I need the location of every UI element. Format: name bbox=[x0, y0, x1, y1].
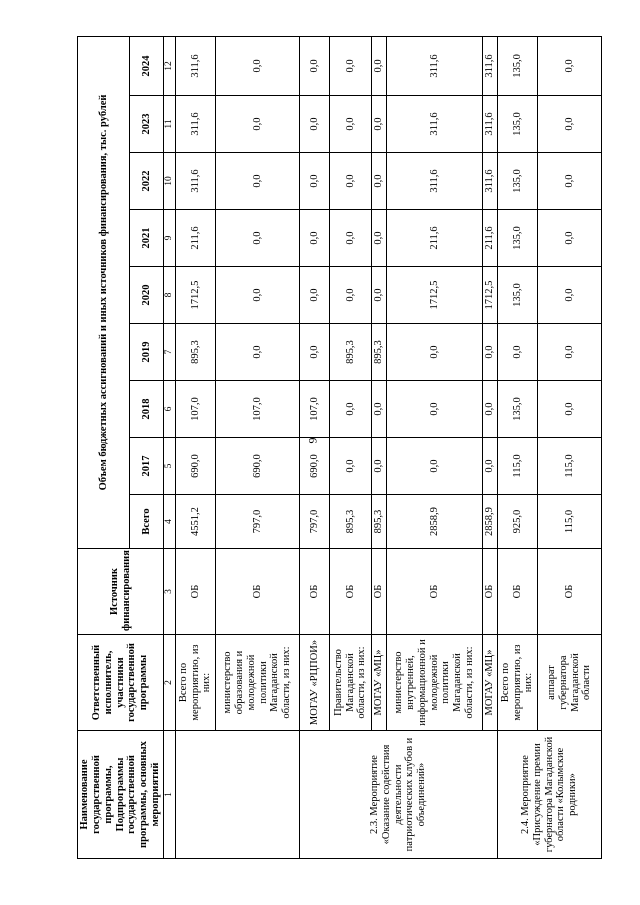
value-cell: 0,0 bbox=[372, 381, 387, 438]
value-cell: 797,0 bbox=[300, 495, 330, 549]
executor-cell: Всего по мероприятию, из них: bbox=[498, 635, 538, 731]
source-cell: ОБ bbox=[176, 549, 216, 635]
table-row bbox=[498, 36, 538, 858]
executor-cell: МОГАУ «МЦ» bbox=[372, 635, 387, 731]
header-funding: Объем бюджетных ассигнований и иных источников финансирования, тыс. рублей bbox=[78, 36, 130, 548]
value-cell: 0,0 bbox=[216, 324, 300, 381]
value-cell: 135,0 bbox=[498, 36, 538, 95]
value-cell: 1712,5 bbox=[483, 267, 498, 324]
value-cell: 0,0 bbox=[483, 381, 498, 438]
value-cell: 0,0 bbox=[330, 210, 372, 267]
value-cell: 135,0 bbox=[498, 210, 538, 267]
value-cell: 0,0 bbox=[300, 96, 330, 153]
value-cell: 2858,9 bbox=[387, 495, 483, 549]
table-row bbox=[176, 36, 216, 858]
column-number: 12 bbox=[164, 36, 176, 95]
column-number: 6 bbox=[164, 381, 176, 438]
value-cell: 311,6 bbox=[176, 96, 216, 153]
value-cell: 135,0 bbox=[498, 96, 538, 153]
value-cell: 0,0 bbox=[372, 438, 387, 495]
executor-cell: Правительство Магаданской области, из них: bbox=[330, 635, 372, 731]
value-cell: 211,6 bbox=[387, 210, 483, 267]
value-cell: 0,0 bbox=[372, 267, 387, 324]
value-cell: 0,0 bbox=[483, 324, 498, 381]
value-cell: 0,0 bbox=[372, 36, 387, 95]
source-cell: ОБ bbox=[330, 549, 372, 635]
value-cell: 0,0 bbox=[300, 267, 330, 324]
source-cell: ОБ bbox=[216, 549, 300, 635]
header-year: 2021 bbox=[130, 210, 164, 267]
value-cell: 211,6 bbox=[483, 210, 498, 267]
value-cell: 1712,5 bbox=[176, 267, 216, 324]
value-cell: 0,0 bbox=[387, 381, 483, 438]
header-year: 2023 bbox=[130, 96, 164, 153]
value-cell: 311,6 bbox=[483, 96, 498, 153]
header-year: 2020 bbox=[130, 267, 164, 324]
value-cell: 0,0 bbox=[300, 210, 330, 267]
value-cell: 0,0 bbox=[300, 324, 330, 381]
source-cell: ОБ bbox=[300, 549, 330, 635]
value-cell: 2858,9 bbox=[483, 495, 498, 549]
program-name-cell: 2.4. Мероприятие «Присуждение премии губернатора Магаданской области «Колымские родники» bbox=[498, 731, 602, 859]
source-cell: ОБ bbox=[372, 549, 387, 635]
value-cell: 0,0 bbox=[387, 438, 483, 495]
source-cell: ОБ bbox=[387, 549, 483, 635]
value-cell: 690,0 bbox=[176, 438, 216, 495]
value-cell: 0,0 bbox=[387, 324, 483, 381]
value-cell: 895,3 bbox=[176, 324, 216, 381]
column-number: 10 bbox=[164, 153, 176, 210]
value-cell: 0,0 bbox=[538, 153, 602, 210]
executor-cell: аппарат губернатора Магаданской области bbox=[538, 635, 602, 731]
value-cell: 0,0 bbox=[330, 96, 372, 153]
value-cell: 311,6 bbox=[387, 36, 483, 95]
value-cell: 0,0 bbox=[538, 210, 602, 267]
value-cell: 107,0 bbox=[176, 381, 216, 438]
value-cell: 0,0 bbox=[538, 36, 602, 95]
value-cell: 0,0 bbox=[538, 267, 602, 324]
value-cell: 0,0 bbox=[483, 438, 498, 495]
header-year: 2022 bbox=[130, 153, 164, 210]
header-year: 2024 bbox=[130, 36, 164, 95]
value-cell: 895,3 bbox=[330, 324, 372, 381]
value-cell: 311,6 bbox=[387, 96, 483, 153]
executor-cell: министерство образования и молодежной политики Магаданской области, из них: bbox=[216, 635, 300, 731]
header-year: 2018 bbox=[130, 381, 164, 438]
value-cell: 4551,2 bbox=[176, 495, 216, 549]
value-cell: 107,0 bbox=[216, 381, 300, 438]
column-number: 11 bbox=[164, 96, 176, 153]
value-cell: 135,0 bbox=[498, 153, 538, 210]
value-cell: 895,3 bbox=[372, 495, 387, 549]
column-number: 3 bbox=[164, 549, 176, 635]
value-cell: 115,0 bbox=[498, 438, 538, 495]
value-cell: 0,0 bbox=[498, 324, 538, 381]
value-cell: 311,6 bbox=[483, 153, 498, 210]
column-number: 7 bbox=[164, 324, 176, 381]
value-cell: 0,0 bbox=[330, 381, 372, 438]
executor-cell: министерство внутренней, информационной и молодежной политики Магаданской области, из них: bbox=[387, 635, 483, 731]
value-cell: 0,0 bbox=[538, 96, 602, 153]
value-cell: 311,6 bbox=[483, 36, 498, 95]
column-number: 4 bbox=[164, 495, 176, 549]
value-cell: 0,0 bbox=[216, 96, 300, 153]
value-cell: 311,6 bbox=[176, 153, 216, 210]
header-source: Источник финансирования bbox=[78, 549, 164, 635]
table-row bbox=[300, 36, 330, 858]
value-cell: 0,0 bbox=[216, 153, 300, 210]
value-cell: 0,0 bbox=[372, 96, 387, 153]
value-cell: 107,0 bbox=[300, 381, 330, 438]
executor-cell: МОГАУ «МЦ» bbox=[483, 635, 498, 731]
value-cell: 0,0 bbox=[216, 36, 300, 95]
value-cell: 895,3 bbox=[372, 324, 387, 381]
value-cell: 797,0 bbox=[216, 495, 300, 549]
executor-cell: МОГАУ «РЦПОИ» bbox=[300, 635, 330, 731]
value-cell: 1712,5 bbox=[387, 267, 483, 324]
value-cell: 690,0 bbox=[300, 438, 330, 495]
header-year: 2017 bbox=[130, 438, 164, 495]
value-cell: 311,6 bbox=[387, 153, 483, 210]
source-cell: ОБ bbox=[483, 549, 498, 635]
value-cell: 211,6 bbox=[176, 210, 216, 267]
program-name-cell: 2.3. Мероприятие «Оказание содействия деятельности патриотических клубов и объединений» bbox=[300, 731, 498, 859]
value-cell: 0,0 bbox=[216, 267, 300, 324]
value-cell: 135,0 bbox=[498, 267, 538, 324]
column-number: 5 bbox=[164, 438, 176, 495]
page-number: 9 bbox=[305, 437, 320, 444]
header-executor: Ответственный исполнитель, участники государственной программы bbox=[78, 635, 164, 731]
program-name-cell bbox=[176, 731, 300, 859]
value-cell: 690,0 bbox=[216, 438, 300, 495]
source-cell: ОБ bbox=[498, 549, 538, 635]
header-year: 2019 bbox=[130, 324, 164, 381]
value-cell: 0,0 bbox=[330, 267, 372, 324]
value-cell: 0,0 bbox=[300, 153, 330, 210]
value-cell: 0,0 bbox=[330, 153, 372, 210]
value-cell: 135,0 bbox=[498, 381, 538, 438]
value-cell: 0,0 bbox=[216, 210, 300, 267]
value-cell: 115,0 bbox=[538, 495, 602, 549]
value-cell: 0,0 bbox=[372, 210, 387, 267]
column-number: 1 bbox=[164, 731, 176, 859]
header-program-name: Наименование государственной программы, Подпрограммы государственной программы, основных мероприятий bbox=[78, 731, 164, 859]
value-cell: 0,0 bbox=[330, 438, 372, 495]
value-cell: 0,0 bbox=[538, 381, 602, 438]
source-cell: ОБ bbox=[538, 549, 602, 635]
column-number: 2 bbox=[164, 635, 176, 731]
header-year: Всего bbox=[130, 495, 164, 549]
column-number: 9 bbox=[164, 210, 176, 267]
value-cell: 115,0 bbox=[538, 438, 602, 495]
value-cell: 311,6 bbox=[176, 36, 216, 95]
executor-cell: Всего по мероприятию, из них: bbox=[176, 635, 216, 731]
value-cell: 0,0 bbox=[538, 324, 602, 381]
column-number: 8 bbox=[164, 267, 176, 324]
value-cell: 0,0 bbox=[372, 153, 387, 210]
value-cell: 925,0 bbox=[498, 495, 538, 549]
value-cell: 0,0 bbox=[330, 36, 372, 95]
value-cell: 0,0 bbox=[300, 36, 330, 95]
value-cell: 895,3 bbox=[330, 495, 372, 549]
funding-table bbox=[77, 36, 602, 859]
